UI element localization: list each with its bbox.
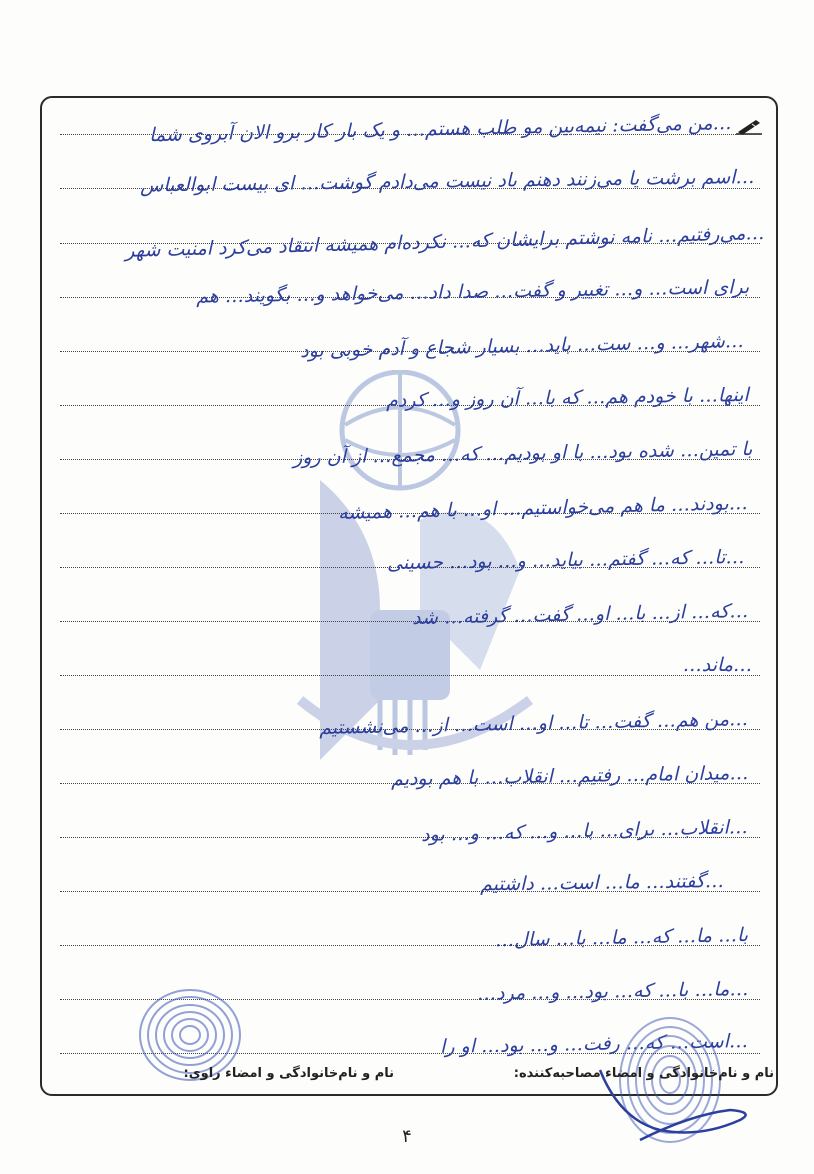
handwritten-line: …میدان امام… رفتیم… انقلاب… با هم بودیم xyxy=(390,762,749,791)
handwritten-line: …ماند… xyxy=(682,654,752,676)
handwritten-line: …است… که… رفت… و… بود… او را xyxy=(439,1030,749,1058)
handwritten-line: با تمین… شده بود… با او بودیم… که… مجمع… از آن روز xyxy=(292,438,753,469)
handwritten-line: …بودند… ما هم می‌خواستیم… او… با هم… همیشه xyxy=(338,492,749,525)
handwritten-line: …می‌رفتیم… نامه نوشتم برایشان که… نکرده‌ام همیشه انتقاد می‌کرد امنیت شهر xyxy=(124,222,765,262)
handwritten-line: اینها… با خودم هم… که با… آن روز و… کردم xyxy=(386,384,750,412)
signature-row xyxy=(44,1060,774,1090)
handwritten-line: …تا… که… گفتم… بیاید… و… بود… حسینی xyxy=(386,546,745,575)
handwritten-line: …ما… با… که… بود… و… مرد… xyxy=(476,978,749,1005)
handwritten-line: …که… از… با… او… گفت… گرفته… شد xyxy=(411,600,749,630)
handwritten-line: …من هم… گفت… تا… او… است… از… می‌نشستیم xyxy=(318,708,749,739)
handwritten-line: …اسم برشت یا می‌زنند دهنم باد نیست می‌دادم گوشت… ای بیست ابوالعباس xyxy=(139,166,755,197)
narrator-signature-label: نام و نام‌خانوادگی و امضاء راوی: xyxy=(183,1066,394,1081)
handwritten-line: برای است… و… تغییر و گفت… صدا داد… می‌خواهد و… بگویند… هم xyxy=(195,276,750,308)
page-number: ۴ xyxy=(402,1126,412,1147)
handwritten-line: با… ما… که… ما… با… سال… xyxy=(494,924,749,952)
handwritten-line: …من می‌گفت: نیمه‌بین مو طلب هستم… و یک بار کار برو الان آبروی شما xyxy=(149,112,733,147)
handwritten-line: …شهر… و… ست… باید… بسیار شجاع و آدم خوبی بود xyxy=(300,330,745,363)
handwritten-line: …انقلاب… برای… با… و… که… و… بود xyxy=(421,816,749,846)
interviewer-signature-label: نام و نام‌خانوادگی و امضاء مصاحبه‌کننده: xyxy=(513,1066,774,1081)
handwritten-line: …گفتند… ما… است… داشتیم xyxy=(480,870,725,896)
